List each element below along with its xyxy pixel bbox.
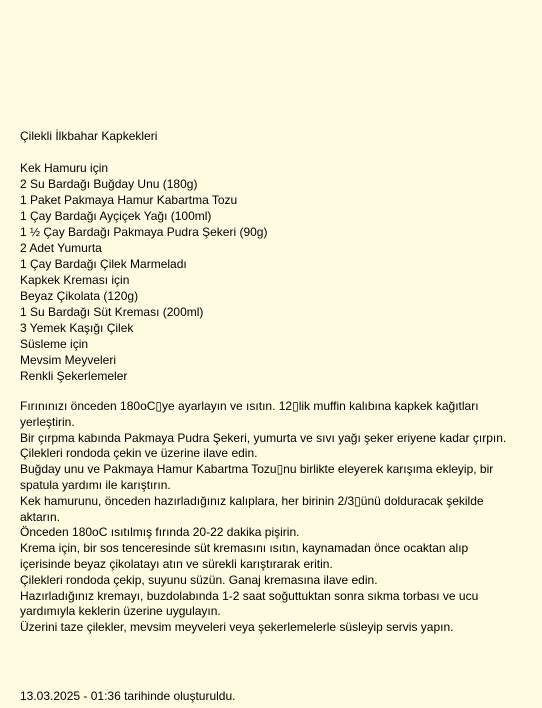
ingredient-item: Kapkek Kreması için — [20, 273, 130, 287]
ingredient-list — [20, 160, 267, 384]
ingredient-item: 1 Su Bardağı Süt Kreması (200ml) — [20, 305, 204, 319]
ingredient-item: 1 Çay Bardağı Ayçiçek Yağı (100ml) — [20, 209, 212, 223]
ingredient-item: Süsleme için — [20, 337, 89, 351]
generated-timestamp: 13.03.2025 - 01:36 tarihinde oluşturuldu. — [20, 689, 236, 703]
instruction-step: Hazırladığınız kremayı, buzdolabında 1-2 saat soğuttuktan sonra sıkma torbası ve ucu yardımıyla keklerin üzerine uygulayın. — [20, 588, 479, 619]
instruction-list — [20, 399, 520, 636]
instruction-step: Üzerini taze çilekler, mevsim meyveleri veya şekerlemelerle süsleyip servis yapın. — [20, 620, 454, 635]
ingredient-item: 1 Paket Pakmaya Hamur Kabartma Tozu — [20, 193, 238, 207]
instruction-step: Kek hamurunu, önceden hazırladığınız kalıplara, her birinin 2/3▯ünü dolduracak şekilde aktarın. — [20, 493, 484, 524]
ingredient-item: 3 Yemek Kaşığı Çilek — [20, 321, 134, 335]
instruction-step: Krema için, bir sos tenceresinde süt kremasını ısıtın, kaynamadan önce ocaktan alıp içerisinde beyaz çikolatayı atın ve sürekli karıştırarak eritin. — [20, 541, 469, 571]
ingredient-item: Kek Hamuru için — [20, 161, 109, 175]
instruction-step: Önceden 180oC ısıtılmış fırında 20-22 dakika pişirin. — [20, 525, 300, 540]
instruction-step: Buğday unu ve Pakmaya Hamur Kabartma Tozu▯nu birlikte eleyerek karışıma ekleyip, bir spatula yardımı ile karıştırın. — [20, 462, 494, 492]
ingredient-item: Mevsim Meyveleri — [20, 353, 117, 367]
instruction-step: Fırınınızı önceden 180oC▯ye ayarlayın ve ısıtın. 12▯lik muffin kalıbına kapkek kağıtları yerleştirin. — [20, 399, 479, 429]
ingredient-item: 1 ½ Çay Bardağı Pakmaya Pudra Şekeri (90g) — [20, 225, 268, 239]
ingredient-item: 2 Adet Yumurta — [20, 241, 102, 255]
ingredient-item: Renkli Şekerlemeler — [20, 369, 128, 383]
instruction-step: Çilekleri rondoda çekip, suyunu süzün. Ganaj kremasına ilave edin. — [20, 572, 378, 587]
ingredient-item: 1 Çay Bardağı Çilek Marmeladı — [20, 257, 187, 271]
ingredient-item: 2 Su Bardağı Buğday Unu (180g) — [20, 177, 198, 191]
ingredient-item: Beyaz Çikolata (120g) — [20, 289, 139, 303]
instruction-step: Bir çırpma kabında Pakmaya Pudra Şekeri, yumurta ve sıvı yağı şeker eriyene kadar çırpın. Çilekleri rondoda çekin ve üzerine ilave edin. — [20, 430, 507, 461]
recipe-title: Çilekli İlkbahar Kapkekleri — [20, 129, 158, 143]
